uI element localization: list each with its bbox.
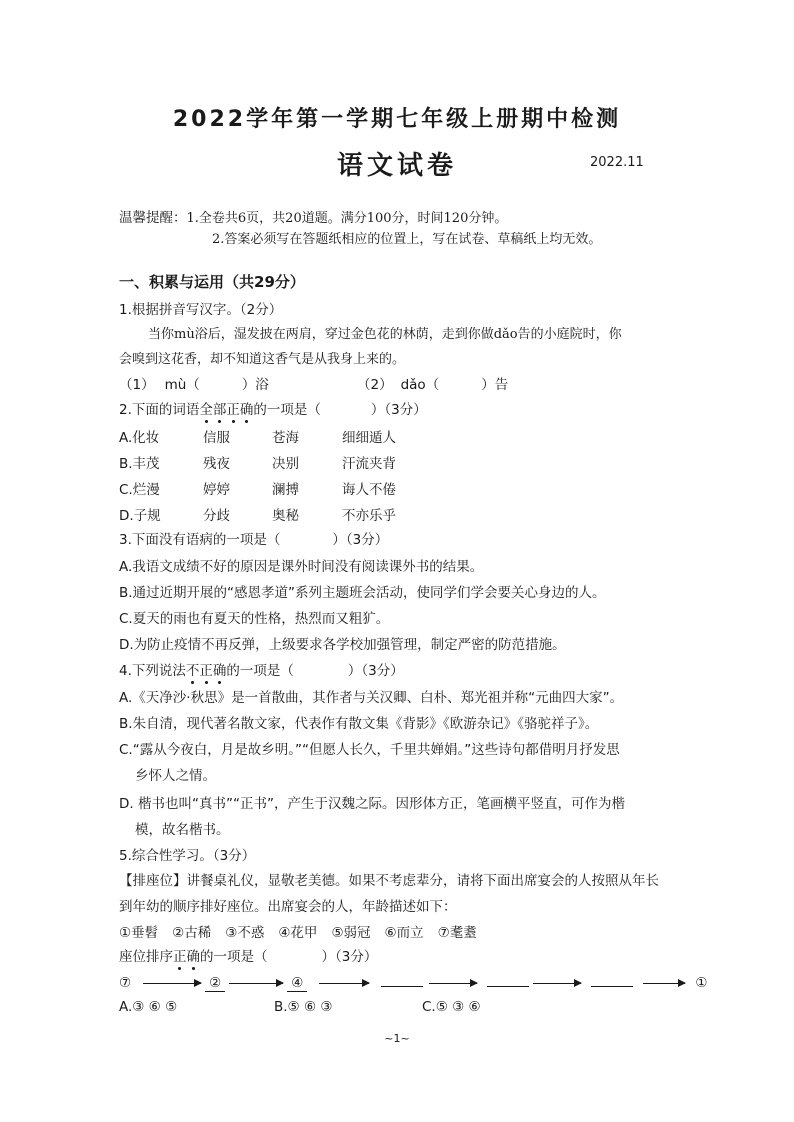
q1-passage-line-1: 当你mù浴后，湿发披在两肩，穿过金色花的林荫，走到你做dǎo告的小庭院时，你: [148, 327, 622, 342]
q2-option-d: [119, 504, 396, 524]
q2-stem-emphasis: 正: [226, 402, 240, 418]
q3-option-a: A.我语文成绩不好的原因是课外时间没有阅读课外书的结果。: [119, 559, 484, 575]
q5-seq-arrow: [643, 983, 685, 984]
q5-seq-start: ⑦: [119, 975, 132, 991]
q5-intro-line-1: 【排座位】讲餐桌礼仪，显敬老美德。如果不考虑辈分，请将下面出席宴会的人按照从年长: [119, 873, 659, 889]
q1-item-2: [357, 373, 508, 393]
q2-stem-emphasis: 部: [212, 402, 227, 418]
q4-stem-emphasis: 不: [185, 663, 200, 679]
q5-age-item: ④花甲: [278, 925, 318, 941]
q5-sub-emphasis: 确: [186, 949, 200, 965]
q4-option-c-line-1: C.“露从今夜白，月是故乡明。”“但愿人长久，千里共婵娟。”这些诗句都借明月抒发思: [119, 742, 620, 758]
q5-age-item: ②古稀: [172, 925, 212, 941]
q2-option-a: [119, 426, 396, 446]
q2-stem: [119, 398, 427, 418]
exam-title: 2022学年第一学期七年级上册期中检测: [172, 107, 622, 132]
q4-option-b: B.朱自清，现代著名散文家，代表作有散文集《背影》《欧游杂记》《骆驼祥子》。: [119, 716, 599, 732]
q2-word: 信服: [203, 430, 230, 446]
q2-word: 残夜: [203, 456, 230, 472]
q5-seq-blank[interactable]: [591, 972, 633, 987]
q5-seq-arrow: [143, 983, 201, 984]
q5-age-item: ⑦耄耋: [437, 925, 477, 941]
q5-seq-blank[interactable]: [487, 972, 529, 987]
q4-option-d-line-2: 模，故名楷书。: [135, 822, 230, 838]
exam-subtitle: 语文试卷: [336, 151, 457, 181]
q2-word: 诲人不倦: [342, 482, 396, 498]
q2-word: 细细遁人: [342, 430, 396, 446]
q5-sub-pre: 座位排序: [119, 949, 173, 965]
q2-option-b: [119, 452, 396, 472]
q3-option-b: B.通过近期开展的“感恩孝道”系列主题班会活动，使同学们学会要关心身边的人。: [119, 585, 606, 601]
q1-stem: 1.根据拼音写汉字。（2分）: [119, 302, 283, 318]
q1-item-1-pinyin: mù（: [164, 377, 200, 393]
q4-option-a: A.《天净沙·秋思》是一首散曲，其作者与关汉卿、白朴、郑光祖并称“元曲四大家”。: [119, 690, 624, 706]
q1-item-1-num: （1）: [119, 377, 155, 393]
q2-word: C.烂漫: [119, 482, 160, 498]
q2-word: 婷婷: [203, 482, 230, 498]
q4-score: ）（3分）: [347, 663, 404, 679]
q2-stem-emphasis: 确: [239, 402, 254, 418]
q1-passage-line-2: 会嗅到这花香，却不知道这香气是从我身上来的。: [119, 352, 406, 367]
q3-option-d: D.为防止疫情不再反弹，上级要求各学校加强管理，制定严密的防范措施。: [119, 637, 566, 653]
tips-label: 温馨提醒：: [119, 210, 187, 226]
q1-item-1-tail: ）浴: [241, 377, 269, 393]
exam-date: 2022.11: [590, 155, 644, 170]
q5-intro-line-2: 到年幼的顺序排好座位。出席宴会的人，年龄描述如下：: [119, 899, 457, 915]
q2-score: ）（3分）: [370, 402, 427, 418]
q2-word: 苍海: [272, 430, 299, 446]
q4-stem-emphasis: 确: [212, 663, 227, 679]
q5-option-c: C.⑤ ③ ⑥: [422, 999, 481, 1015]
q2-word: 汗流夹背: [342, 456, 396, 472]
q5-seq-arrow: [229, 983, 283, 984]
q1-item-1: [119, 373, 269, 393]
q5-option-a: A.③ ⑥ ⑤: [119, 999, 178, 1015]
q3-option-c: C.夏天的雨也有夏天的性格，热烈而又粗犷。: [119, 611, 390, 627]
q2-stem-pre: 2.下面的词语: [119, 402, 200, 418]
q5-seq-blank[interactable]: [381, 972, 423, 987]
q2-option-c: [119, 478, 396, 498]
q5-sub-post: 的一项是（: [200, 949, 268, 965]
q1-item-2-tail: ）告: [481, 377, 509, 393]
q5-score: ）（3分）: [321, 949, 378, 965]
q4-option-c-line-2: 乡怀人之情。: [135, 768, 216, 784]
q3-stem-text: 3.下面没有语病的一项是（: [119, 532, 281, 548]
q1-item-2-pinyin: dǎo（: [400, 377, 440, 393]
q4-stem-post: 的一项是（: [226, 663, 294, 679]
tips-line-2: 2.答案必须写在答题纸相应的位置上，写在试卷、草稿纸上均无效。: [212, 232, 602, 247]
q2-word: 不亦乐乎: [342, 508, 396, 524]
q5-option-b: B.⑤ ⑥ ③: [274, 999, 333, 1015]
q2-word: 澜搏: [272, 482, 299, 498]
q2-stem-post: 的一项是（: [253, 402, 321, 418]
q5-seq-filled: ②: [205, 975, 225, 992]
section-1-heading: 一、积累与运用（共29分）: [119, 273, 305, 291]
q1-item-2-num: （2）: [357, 377, 393, 393]
q2-word: 奥秘: [272, 508, 299, 524]
q5-age-item: ①垂髫: [119, 925, 159, 941]
q2-stem-emphasis: 全: [199, 402, 213, 418]
q3-stem: [119, 528, 388, 548]
q2-word: A.化妆: [119, 430, 160, 446]
q5-age-list: [119, 921, 477, 941]
q5-seq-filled: ④: [287, 975, 307, 992]
q5-sub-emphasis: 正: [173, 949, 187, 965]
q5-sub-question: [119, 945, 377, 965]
tips-line-1: [119, 206, 507, 226]
q5-seq-arrow: [533, 983, 581, 984]
page-number: ~1~: [384, 1032, 410, 1045]
q2-word: 分歧: [203, 508, 230, 524]
q2-word: B.丰茂: [119, 456, 160, 472]
q4-stem-pre: 4.下列说法: [119, 663, 186, 679]
q5-age-item: ⑤弱冠: [331, 925, 371, 941]
q4-stem-emphasis: 正: [199, 663, 213, 679]
q2-word: D.子规: [119, 508, 161, 524]
q4-option-d-line-1: D. 楷书也叫“真书”“正书”，产生于汉魏之际。因形体方正，笔画横平竖直，可作为楷: [119, 796, 625, 812]
q5-age-item: ③不惑: [225, 925, 265, 941]
q5-sequence: [119, 972, 707, 992]
q5-seq-end: ①: [695, 975, 708, 991]
q3-score: ）（3分）: [332, 532, 389, 548]
tips-text-1: 1.全卷共6页，共20道题。满分100分，时间120分钟。: [186, 211, 508, 226]
q4-stem: [119, 659, 404, 679]
q5-age-item: ⑥而立: [384, 925, 424, 941]
q5-stem: 5.综合性学习。（3分）: [119, 848, 256, 864]
q5-seq-arrow: [319, 983, 369, 984]
q2-word: 决别: [272, 456, 299, 472]
q5-seq-arrow: [429, 983, 477, 984]
